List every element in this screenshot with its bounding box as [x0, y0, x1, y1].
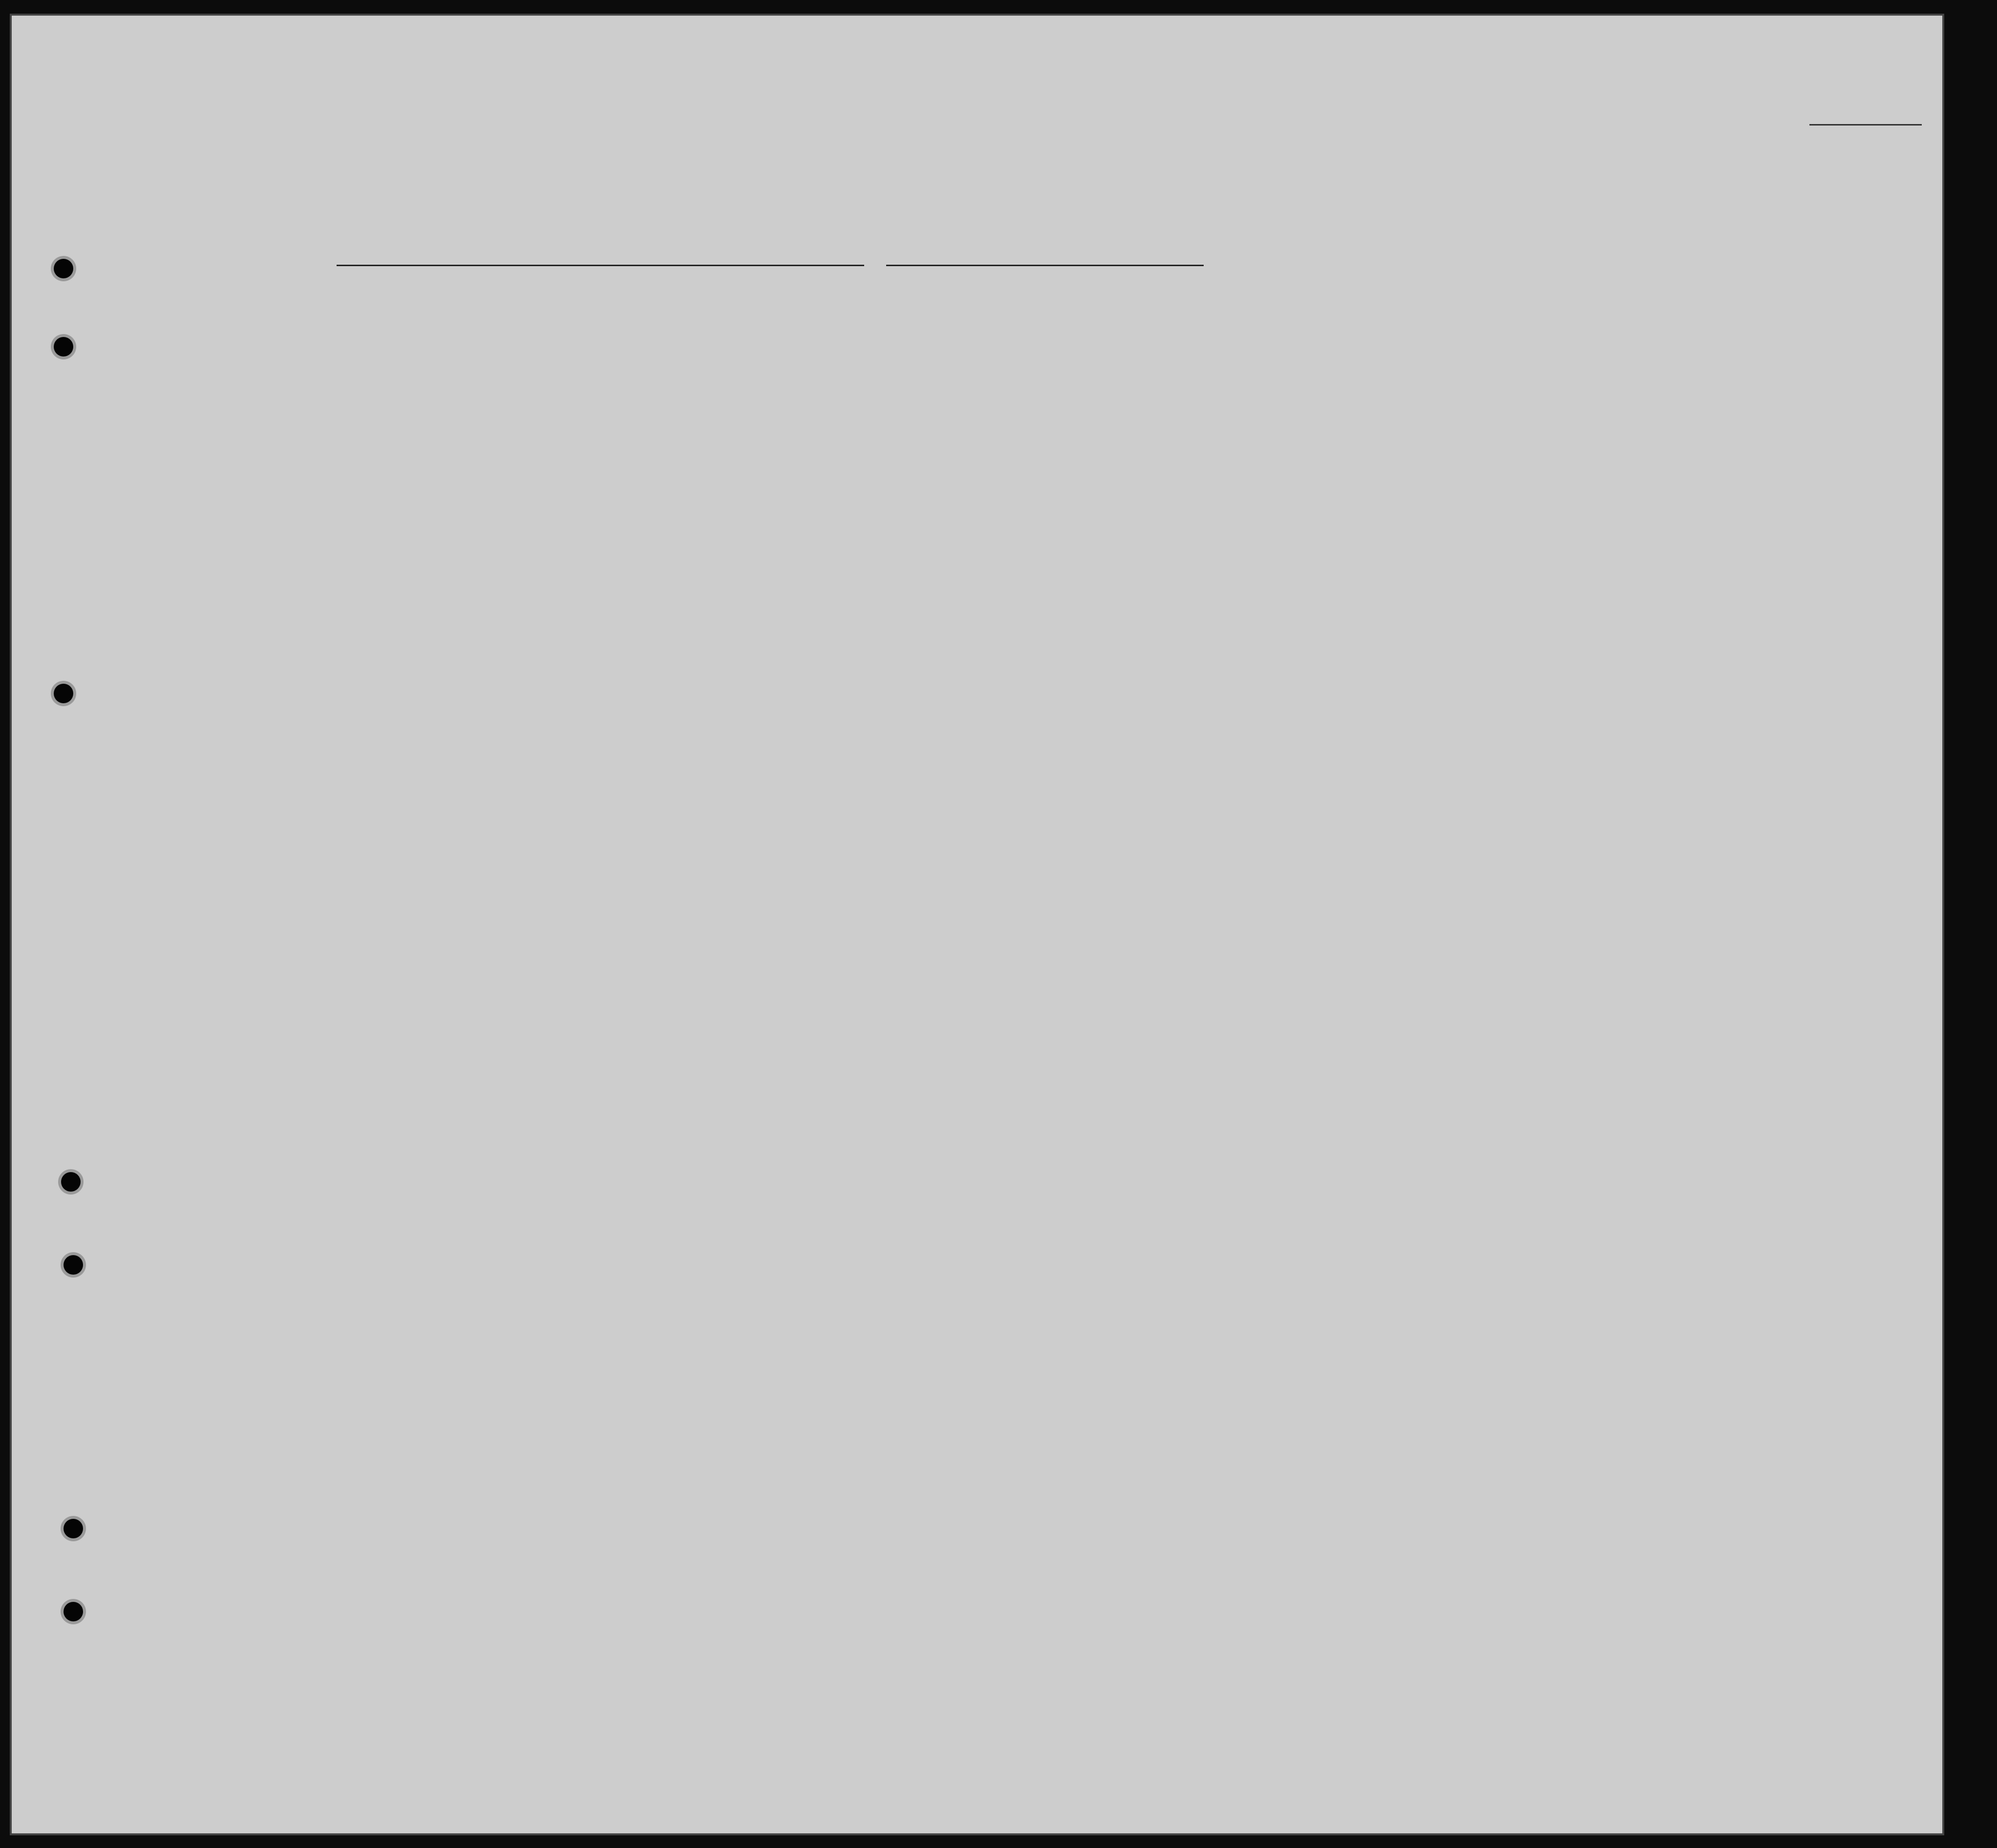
- punch-hole: [54, 684, 73, 703]
- manifest-sheet: [10, 14, 1944, 1835]
- list-number-blank: [1809, 124, 1922, 126]
- punch-hole: [64, 1602, 83, 1621]
- date-underline: [886, 265, 1204, 266]
- punch-hole: [61, 1172, 81, 1192]
- punch-hole: [64, 1255, 83, 1275]
- punch-hole: [64, 1519, 83, 1538]
- port-underline: [337, 265, 864, 266]
- punch-hole: [54, 259, 73, 278]
- punch-hole: [54, 337, 73, 357]
